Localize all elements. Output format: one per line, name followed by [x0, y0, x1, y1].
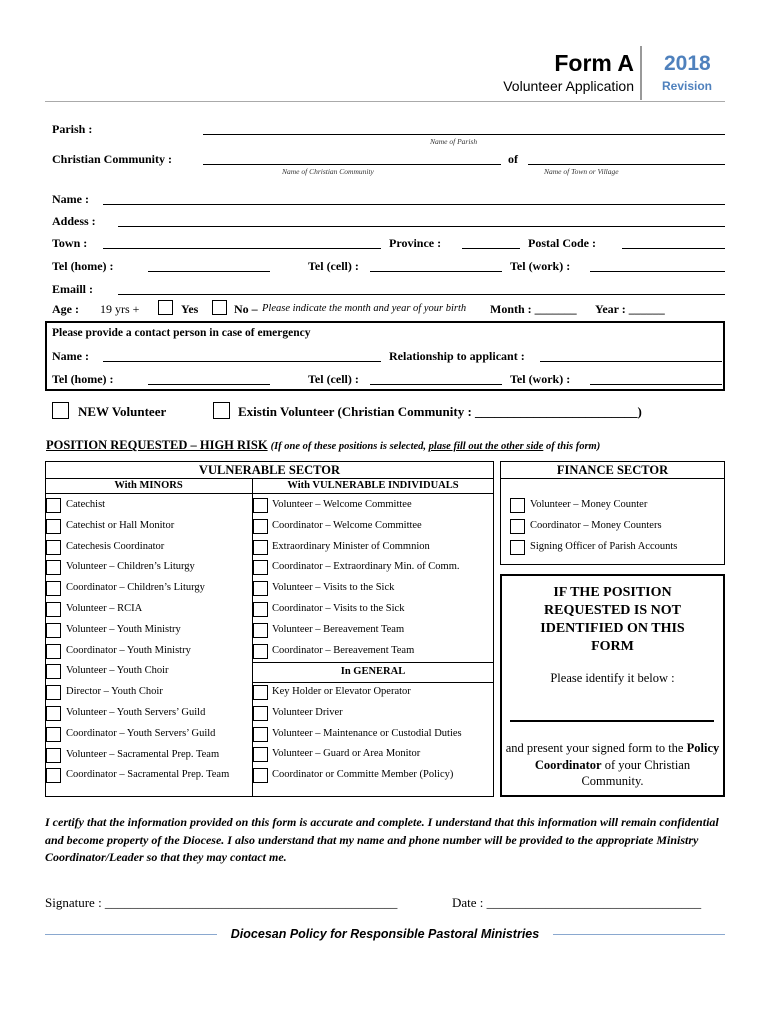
- new-volunteer-checkbox[interactable]: [52, 402, 69, 419]
- general-position-label: Volunteer – Maintenance or Custodial Duties: [272, 727, 462, 739]
- minors-position-label: Coordinator – Children’s Liturgy: [66, 582, 205, 594]
- header-divider: [640, 46, 642, 100]
- vulnerable-position-label: Coordinator – Visits to the Sick: [272, 603, 405, 614]
- revision-label: Revision: [662, 79, 713, 93]
- vulnerable-title-rule: [45, 478, 494, 479]
- finance-position-label: Volunteer – Money Counter: [530, 499, 648, 510]
- notice-title: IF THE POSITION REQUESTED IS NOT IDENTIFIED ON THIS FORM: [540, 585, 685, 654]
- vulnerable-position-checkbox[interactable]: [253, 602, 268, 617]
- minors-position-label: Volunteer – Youth Choir: [66, 665, 169, 677]
- age-yes-checkbox[interactable]: [158, 300, 173, 315]
- notice-present-a: and present your signed form to the: [505, 741, 684, 755]
- postal-code-label: Postal Code :: [528, 236, 596, 250]
- position-heading: POSITION REQUESTED – HIGH RISK: [46, 438, 268, 452]
- minors-position-checkbox[interactable]: [46, 560, 61, 575]
- address-label: Addess :: [52, 214, 96, 228]
- address-field[interactable]: [118, 226, 725, 227]
- minors-position-label: Coordinator – Sacramental Prep. Team: [66, 769, 230, 781]
- general-position-checkbox[interactable]: [253, 768, 268, 783]
- emergency-name-field[interactable]: [103, 361, 381, 362]
- town-village-caption: Name of Town or Village: [544, 167, 619, 176]
- age-label: Age :: [52, 302, 79, 316]
- footer-rule-right: [553, 934, 725, 935]
- vulnerable-position-checkbox[interactable]: [253, 581, 268, 596]
- general-header-top-rule: [252, 662, 494, 663]
- emergency-tel-work-label: Tel (work) :: [510, 372, 571, 386]
- birth-month-field[interactable]: Month : _______: [490, 302, 577, 316]
- minors-header: With MINORS: [114, 480, 183, 491]
- email-field[interactable]: [118, 294, 725, 295]
- age-yes-label: Yes: [181, 302, 199, 316]
- emergency-tel-cell-label: Tel (cell) :: [308, 372, 359, 386]
- form-title: Form A: [554, 50, 634, 76]
- town-field[interactable]: [103, 248, 381, 249]
- form-subtitle: Volunteer Application: [503, 78, 634, 94]
- certification-statement: I certify that the information provided on this form is accurate and complete. I understand that this information will remain confidential and become property of the Diocese. I also understand that my name and phone number will be provided to the appropriate Ministry Coordinator/Leader so that they may contact me.: [45, 815, 719, 864]
- notice-present-b: of your Christian Community.: [581, 757, 691, 788]
- vulnerable-position-label: Coordinator – Extraordinary Min. of Comm.: [272, 561, 460, 573]
- minors-position-checkbox[interactable]: [46, 581, 61, 596]
- minors-position-checkbox[interactable]: [46, 519, 61, 534]
- town-village-field[interactable]: [528, 164, 725, 165]
- signature-field[interactable]: Signature : _____________________________________________: [45, 895, 398, 910]
- date-field[interactable]: Date : _________________________________: [452, 895, 702, 910]
- position-note-end: of this form): [545, 441, 601, 452]
- header-rule: [45, 101, 725, 102]
- community-caption: Name of Christian Community: [282, 167, 374, 176]
- emergency-title: Please provide a contact person in case of emergency: [52, 327, 311, 339]
- footer-rule-left: [45, 934, 217, 935]
- age-no-label: No –: [234, 302, 258, 316]
- general-position-label: Volunteer – Guard or Area Monitor: [272, 748, 421, 760]
- age-no-checkbox[interactable]: [212, 300, 227, 315]
- parish-field[interactable]: [203, 134, 725, 135]
- province-field[interactable]: [462, 248, 520, 249]
- minors-position-label: Catechesis Coordinator: [66, 540, 165, 552]
- minors-position-label: Catechist: [66, 499, 106, 510]
- parish-caption: Name of Parish: [430, 137, 478, 146]
- emergency-tel-cell-field[interactable]: [370, 384, 502, 385]
- minors-position-label: Director – Youth Choir: [66, 686, 163, 698]
- minors-position-checkbox[interactable]: [46, 706, 61, 721]
- finance-title-rule: [500, 478, 725, 479]
- finance-sector-title: FINANCE SECTOR: [556, 463, 669, 477]
- province-label: Province :: [389, 236, 442, 250]
- email-label: Emaill :: [52, 282, 93, 296]
- finance-position-checkbox[interactable]: [510, 498, 525, 513]
- general-header-bottom-rule: [252, 682, 494, 683]
- minors-position-checkbox[interactable]: [46, 602, 61, 617]
- finance-position-checkbox[interactable]: [510, 519, 525, 534]
- general-position-checkbox[interactable]: [253, 706, 268, 721]
- postal-code-field[interactable]: [622, 248, 725, 249]
- emergency-tel-work-field[interactable]: [590, 384, 722, 385]
- vulnerable-position-checkbox[interactable]: [253, 560, 268, 575]
- tel-work-label: Tel (work) :: [510, 259, 571, 273]
- age-no-note: Please indicate the month and year of your birth: [262, 303, 467, 314]
- minors-position-label: Volunteer – Sacramental Prep. Team: [66, 748, 220, 760]
- position-heading-row: [46, 438, 600, 453]
- tel-cell-field[interactable]: [370, 271, 502, 272]
- tel-home-field[interactable]: [148, 271, 270, 272]
- age-value: 19 yrs +: [100, 302, 140, 316]
- finance-position-label: Coordinator – Money Counters: [530, 519, 662, 531]
- notice-identify-field[interactable]: [510, 720, 714, 722]
- footer-title: Diocesan Policy for Responsible Pastoral Ministries: [230, 927, 540, 941]
- emergency-relationship-field[interactable]: [540, 361, 722, 362]
- minors-position-label: Volunteer – Children’s Liturgy: [66, 561, 195, 573]
- position-note: (If one of these positions is selected,: [270, 441, 427, 452]
- vulnerable-position-label: Volunteer – Bereavement Team: [272, 623, 405, 635]
- form-year: 2018: [664, 52, 711, 75]
- minors-position-checkbox[interactable]: [46, 685, 61, 700]
- vulnerable-individuals-header: With VULNERABLE INDIVIDUALS: [287, 480, 459, 491]
- general-position-checkbox[interactable]: [253, 685, 268, 700]
- parish-label: Parish :: [52, 122, 93, 136]
- minors-position-checkbox[interactable]: [46, 644, 61, 659]
- minors-position-label: Catechist or Hall Monitor: [66, 519, 175, 531]
- emergency-name-label: Name :: [52, 349, 89, 363]
- existing-volunteer-label: Existin Volunteer (Christian Community : _________________________): [238, 404, 642, 419]
- town-label: Town :: [52, 236, 88, 250]
- existing-volunteer-checkbox[interactable]: [213, 402, 230, 419]
- tel-work-field[interactable]: [590, 271, 725, 272]
- vulnerable-position-label: Coordinator – Welcome Committee: [272, 519, 422, 531]
- tel-cell-label: Tel (cell) :: [308, 259, 359, 273]
- community-field[interactable]: [203, 164, 501, 165]
- vulnerable-position-checkbox[interactable]: [253, 540, 268, 555]
- minors-position-label: Volunteer – Youth Ministry: [66, 623, 181, 635]
- tel-home-label: Tel (home) :: [52, 259, 114, 273]
- finance-position-checkbox[interactable]: [510, 540, 525, 555]
- emergency-tel-home-label: Tel (home) :: [52, 372, 114, 386]
- vulnerable-position-label: Extraordinary Minister of Commnion: [272, 540, 430, 552]
- general-position-label: Key Holder or Elevator Operator: [272, 686, 411, 697]
- minors-position-checkbox[interactable]: [46, 623, 61, 638]
- vulnerable-position-label: Volunteer – Visits to the Sick: [272, 582, 395, 594]
- general-position-checkbox[interactable]: [253, 747, 268, 762]
- minors-position-checkbox[interactable]: [46, 727, 61, 742]
- minors-position-checkbox[interactable]: [46, 498, 61, 513]
- general-position-checkbox[interactable]: [253, 727, 268, 742]
- notice-identify: Please identify it below :: [550, 671, 675, 685]
- emergency-tel-home-field[interactable]: [148, 384, 270, 385]
- of-label: of: [508, 152, 518, 166]
- name-label: Name :: [52, 192, 89, 206]
- minors-position-label: Volunteer – RCIA: [66, 603, 143, 614]
- minors-position-label: Coordinator – Youth Ministry: [66, 644, 191, 656]
- policy-coordinator: Policy Coordinator: [534, 741, 720, 772]
- emergency-relationship-label: Relationship to applicant :: [389, 349, 525, 363]
- name-field[interactable]: [103, 204, 725, 205]
- finance-position-label: Signing Officer of Parish Accounts: [530, 540, 678, 552]
- general-position-label: Volunteer Driver: [272, 706, 343, 718]
- vulnerable-position-checkbox[interactable]: [253, 498, 268, 513]
- minors-position-checkbox[interactable]: [46, 768, 61, 783]
- vulnerable-position-checkbox[interactable]: [253, 623, 268, 638]
- general-header: In GENERAL: [340, 666, 406, 677]
- minors-position-checkbox[interactable]: [46, 540, 61, 555]
- position-note-link: plase fill out the other side: [428, 441, 544, 452]
- vulnerable-subheader-rule: [45, 493, 494, 494]
- vulnerable-position-label: Coordinator – Bereavement Team: [272, 644, 415, 656]
- general-position-label: Coordinator or Committe Member (Policy): [272, 769, 454, 781]
- vulnerable-sector-title: VULNERABLE SECTOR: [198, 463, 341, 477]
- minors-position-label: Coordinator – Youth Servers’ Guild: [66, 727, 216, 739]
- vulnerable-position-checkbox[interactable]: [253, 519, 268, 534]
- birth-year-field[interactable]: Year : ______: [595, 302, 665, 316]
- minors-position-checkbox[interactable]: [46, 664, 61, 679]
- vulnerable-position-checkbox[interactable]: [253, 644, 268, 659]
- community-label: Christian Community :: [52, 152, 173, 166]
- notice-present: [503, 740, 722, 790]
- vulnerable-position-label: Volunteer – Welcome Committee: [272, 499, 412, 510]
- new-volunteer-label: NEW Volunteer: [78, 404, 167, 419]
- minors-position-label: Volunteer – Youth Servers’ Guild: [66, 707, 206, 718]
- minors-position-checkbox[interactable]: [46, 748, 61, 763]
